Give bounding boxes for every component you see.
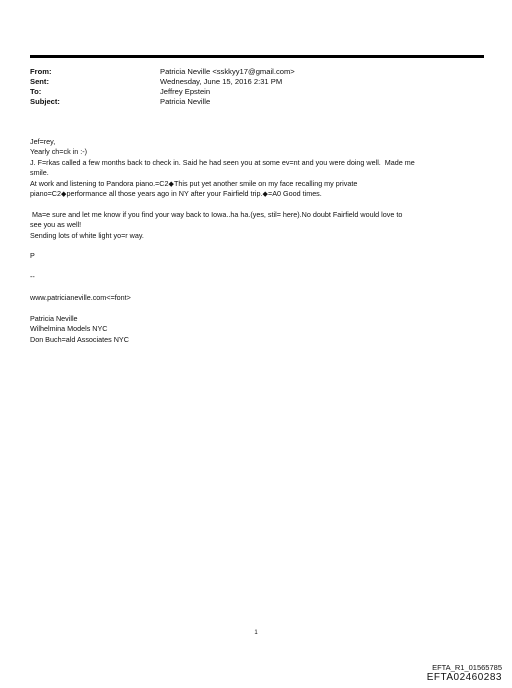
document-stamp-primary: EFTA_R1_01565785 [432, 663, 502, 672]
subject-row [30, 97, 484, 107]
body-line: see you as well! [30, 220, 82, 230]
body-line: Jef=rey, [30, 137, 56, 146]
body-line: Yearly ch=ck in :-) [30, 147, 88, 157]
subject-label: Subject: [30, 97, 60, 106]
from-value: Patricia Neville <sskkyy17@gmail.com> [160, 67, 295, 76]
body-line: piano=C2◆performance all those years ago in NY after your Fairfield trip.◆=A0 Good times. [30, 189, 322, 199]
body-line: -- [30, 272, 35, 282]
email-header [30, 67, 484, 107]
blank-line [30, 283, 480, 293]
blank-line [30, 262, 480, 272]
to-label: To: [30, 87, 42, 96]
to-value: Jeffrey Epstein [160, 87, 211, 96]
to-row [30, 87, 484, 97]
from-row [30, 67, 484, 77]
from-label: From: [30, 67, 52, 76]
body-line: P [30, 251, 35, 261]
document-stamp-secondary: EFTA02460283 [426, 672, 502, 683]
page-number: 1 [254, 630, 258, 636]
body-line: Sending lots of white light yo=r way. [30, 230, 144, 240]
blank-line [30, 199, 480, 209]
body-line: smile. [30, 168, 49, 178]
body-line: At work and listening to Pandora piano.=C2◆This put yet another smile on my face recalling my private [30, 178, 358, 188]
body-line: Don Buch=ald Associates NYC [30, 334, 129, 344]
sent-row [30, 77, 484, 87]
header-divider [30, 55, 484, 58]
body-line: Wilhelmina Models NYC [30, 324, 108, 334]
sent-label: Sent: [30, 77, 49, 86]
sent-value: Wednesday, June 15, 2016 2:31 PM [160, 77, 283, 86]
body-line: Ma=e sure and let me know if you find your way back to Iowa..ha ha.(yes, stil= here).No doubt Fairfield would love to [30, 209, 403, 219]
email-body [30, 137, 480, 345]
body-line: Patricia Neville [30, 313, 78, 323]
subject-value: Patricia Neville [160, 97, 211, 106]
body-line: www.patricianeville.com<=font> [30, 293, 131, 303]
blank-line [30, 241, 480, 251]
body-line: J. F=rkas called a few months back to check in. Said he had seen you at some ev=nt and you were doing well. Made me [30, 157, 415, 167]
blank-line [30, 303, 480, 313]
